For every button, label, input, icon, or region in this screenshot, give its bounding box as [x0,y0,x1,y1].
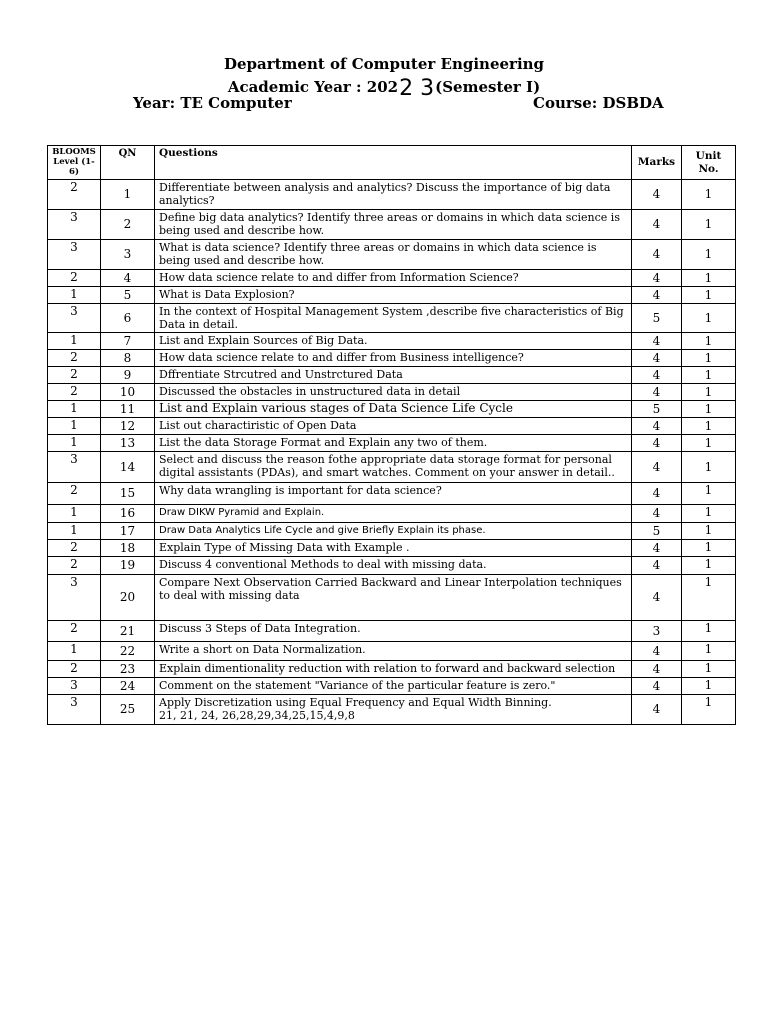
table-row [48,661,736,678]
question-text-cell: Why data wrangling is important for data science? [155,483,632,505]
question-text-cell: List out charactiristic of Open Data [155,418,632,435]
academic-year-prefix: Academic Year : 202 [227,78,399,96]
blooms-level-cell: 1 [48,642,101,661]
blooms-level-cell: 2 [48,661,101,678]
unit-number-cell: 1 [682,505,736,523]
unit-number-cell: 1 [682,452,736,483]
question-number-cell: 24 [101,678,155,695]
question-text-cell: Define big data analytics? Identify three areas or domains in which data science is being used and describe how. [155,210,632,240]
header-qn: QN [101,146,155,180]
table-row [48,418,736,435]
unit-number-cell: 1 [682,210,736,240]
marks-cell: 4 [632,642,682,661]
blooms-level-cell: 3 [48,240,101,270]
marks-cell: 4 [632,695,682,725]
unit-number-cell: 1 [682,540,736,557]
table-row [48,270,736,287]
unit-number-cell: 1 [682,287,736,304]
marks-cell: 4 [632,350,682,367]
blooms-level-cell: 1 [48,505,101,523]
blooms-level-cell: 3 [48,304,101,333]
unit-number-cell: 1 [682,350,736,367]
handwritten-year-digits: 2 3 [399,76,435,101]
question-text-cell: How data science relate to and differ from Business intelligence? [155,350,632,367]
marks-cell: 4 [632,287,682,304]
marks-cell: 4 [632,505,682,523]
unit-number-cell: 1 [682,661,736,678]
blooms-level-cell: 2 [48,483,101,505]
blooms-level-cell: 2 [48,557,101,575]
question-number-cell: 13 [101,435,155,452]
header-marks: Marks [632,146,682,180]
unit-number-cell: 1 [682,367,736,384]
marks-cell: 4 [632,661,682,678]
marks-cell: 5 [632,304,682,333]
unit-number-cell: 1 [682,483,736,505]
marks-cell: 5 [632,523,682,540]
question-text-cell: Differentiate between analysis and analytics? Discuss the importance of big data analytics? [155,180,632,210]
question-number-cell: 6 [101,304,155,333]
table-row [48,540,736,557]
blooms-level-cell: 2 [48,621,101,642]
unit-number-cell: 1 [682,678,736,695]
blooms-level-cell: 2 [48,367,101,384]
question-number-cell: 16 [101,505,155,523]
unit-number-cell: 1 [682,557,736,575]
unit-number-cell: 1 [682,621,736,642]
question-number-cell: 15 [101,483,155,505]
marks-cell: 4 [632,384,682,401]
blooms-level-cell: 2 [48,180,101,210]
marks-cell: 3 [632,621,682,642]
table-row [48,210,736,240]
blooms-level-cell: 2 [48,270,101,287]
question-text-cell: Write a short on Data Normalization. [155,642,632,661]
table-row [48,367,736,384]
table-row [48,557,736,575]
table-row [48,350,736,367]
marks-cell: 4 [632,270,682,287]
table-row [48,333,736,350]
question-number-cell: 5 [101,287,155,304]
question-text-cell [155,695,632,725]
unit-number-cell: 1 [682,240,736,270]
question-number-cell: 18 [101,540,155,557]
unit-number-cell: 1 [682,180,736,210]
blooms-level-cell: 1 [48,418,101,435]
question-data-values: 21, 21, 24, 26,28,29,34,25,15,4,9,8 [159,709,355,722]
unit-number-cell: 1 [682,333,736,350]
marks-cell: 4 [632,333,682,350]
question-number-cell: 19 [101,557,155,575]
marks-cell: 4 [632,483,682,505]
unit-number-cell: 1 [682,575,736,621]
unit-number-cell: 1 [682,384,736,401]
marks-cell: 4 [632,210,682,240]
header-blooms-level: BLOOMS Level (1-6) [48,146,101,180]
question-number-cell: 22 [101,642,155,661]
blooms-level-cell: 1 [48,435,101,452]
table-row [48,452,736,483]
table-row [48,240,736,270]
marks-cell: 4 [632,575,682,621]
unit-number-cell: 1 [682,435,736,452]
blooms-level-cell: 1 [48,523,101,540]
question-rows [48,180,736,725]
table-row [48,621,736,642]
table-row [48,695,736,725]
table-row [48,180,736,210]
question-number-cell: 11 [101,401,155,418]
question-number-cell: 17 [101,523,155,540]
blooms-level-cell: 1 [48,401,101,418]
question-text-cell: List and Explain Sources of Big Data. [155,333,632,350]
question-text-cell: List and Explain various stages of Data Science Life Cycle [155,401,632,418]
marks-cell: 4 [632,678,682,695]
question-number-cell: 12 [101,418,155,435]
question-text-cell: What is data science? Identify three areas or domains in which data science is being used and describe how. [155,240,632,270]
department-title: Department of Computer Engineering [223,55,545,73]
question-text-cell: Discuss 3 Steps of Data Integration. [155,621,632,642]
blooms-level-cell: 3 [48,695,101,725]
blooms-level-cell: 3 [48,575,101,621]
question-text-cell: Explain Type of Missing Data with Example . [155,540,632,557]
blooms-level-cell: 2 [48,384,101,401]
question-text-cell: Draw DIKW Pyramid and Explain. [155,505,632,523]
unit-number-cell: 1 [682,304,736,333]
question-text-cell: Discussed the obstacles in unstructured data in detail [155,384,632,401]
table-row [48,575,736,621]
table-row [48,642,736,661]
blooms-level-cell: 3 [48,210,101,240]
question-number-cell: 9 [101,367,155,384]
blooms-level-cell: 2 [48,540,101,557]
question-number-cell: 21 [101,621,155,642]
question-number-cell: 7 [101,333,155,350]
blooms-level-cell: 1 [48,333,101,350]
table-row [48,523,736,540]
marks-cell: 4 [632,367,682,384]
question-text-cell: Comment on the statement "Variance of the particular feature is zero." [155,678,632,695]
question-number-cell: 10 [101,384,155,401]
course-label: Course: DSBDA [533,94,664,112]
question-text-cell: In the context of Hospital Management System ,describe five characteristics of Big Data in detail. [155,304,632,333]
unit-number-cell: 1 [682,523,736,540]
marks-cell: 4 [632,540,682,557]
question-number-cell: 25 [101,695,155,725]
table-row [48,505,736,523]
question-text-cell: Discuss 4 conventional Methods to deal with missing data. [155,557,632,575]
marks-cell: 4 [632,240,682,270]
table-row [48,304,736,333]
question-number-cell: 23 [101,661,155,678]
table-header-row [48,146,736,180]
question-bank-table [47,145,736,725]
table-row [48,678,736,695]
question-text-cell: How data science relate to and differ from Information Science? [155,270,632,287]
header-unit-no: Unit No. [682,146,736,180]
unit-number-cell: 1 [682,695,736,725]
question-number-cell: 14 [101,452,155,483]
question-text-cell: List the data Storage Format and Explain any two of them. [155,435,632,452]
question-number-cell: 2 [101,210,155,240]
question-number-cell: 1 [101,180,155,210]
question-number-cell: 8 [101,350,155,367]
marks-cell: 5 [632,401,682,418]
question-text-cell: Explain dimentionality reduction with relation to forward and backward selection [155,661,632,678]
question-number-cell: 20 [101,575,155,621]
marks-cell: 4 [632,452,682,483]
blooms-level-cell: 3 [48,452,101,483]
question-text-cell: Draw Data Analytics Life Cycle and give Briefly Explain its phase. [155,523,632,540]
table-row [48,384,736,401]
table-row [48,435,736,452]
question-text-cell: Dffrentiate Strcutred and Unstrctured Data [155,367,632,384]
question-text: Apply Discretization using Equal Frequency and Equal Width Binning. [159,696,552,709]
question-text-cell: Select and discuss the reason fothe appropriate data storage format for personal digital assistants (PDAs), and smart watches. Comment on your answer in detail.. [155,452,632,483]
unit-number-cell: 1 [682,401,736,418]
marks-cell: 4 [632,418,682,435]
question-text-cell: What is Data Explosion? [155,287,632,304]
year-label: Year: TE Computer [133,94,292,112]
unit-number-cell: 1 [682,642,736,661]
marks-cell: 4 [632,557,682,575]
marks-cell: 4 [632,435,682,452]
unit-number-cell: 1 [682,418,736,435]
question-text-cell: Compare Next Observation Carried Backward and Linear Interpolation techniques to deal with missing data [155,575,632,621]
table-row [48,483,736,505]
question-number-cell: 3 [101,240,155,270]
blooms-level-cell: 3 [48,678,101,695]
blooms-level-cell: 2 [48,350,101,367]
table-row [48,287,736,304]
marks-cell: 4 [632,180,682,210]
question-number-cell: 4 [101,270,155,287]
blooms-level-cell: 1 [48,287,101,304]
table-row [48,401,736,418]
semester-label: (Semester I) [435,78,541,96]
unit-number-cell: 1 [682,270,736,287]
header-questions: Questions [155,146,632,180]
